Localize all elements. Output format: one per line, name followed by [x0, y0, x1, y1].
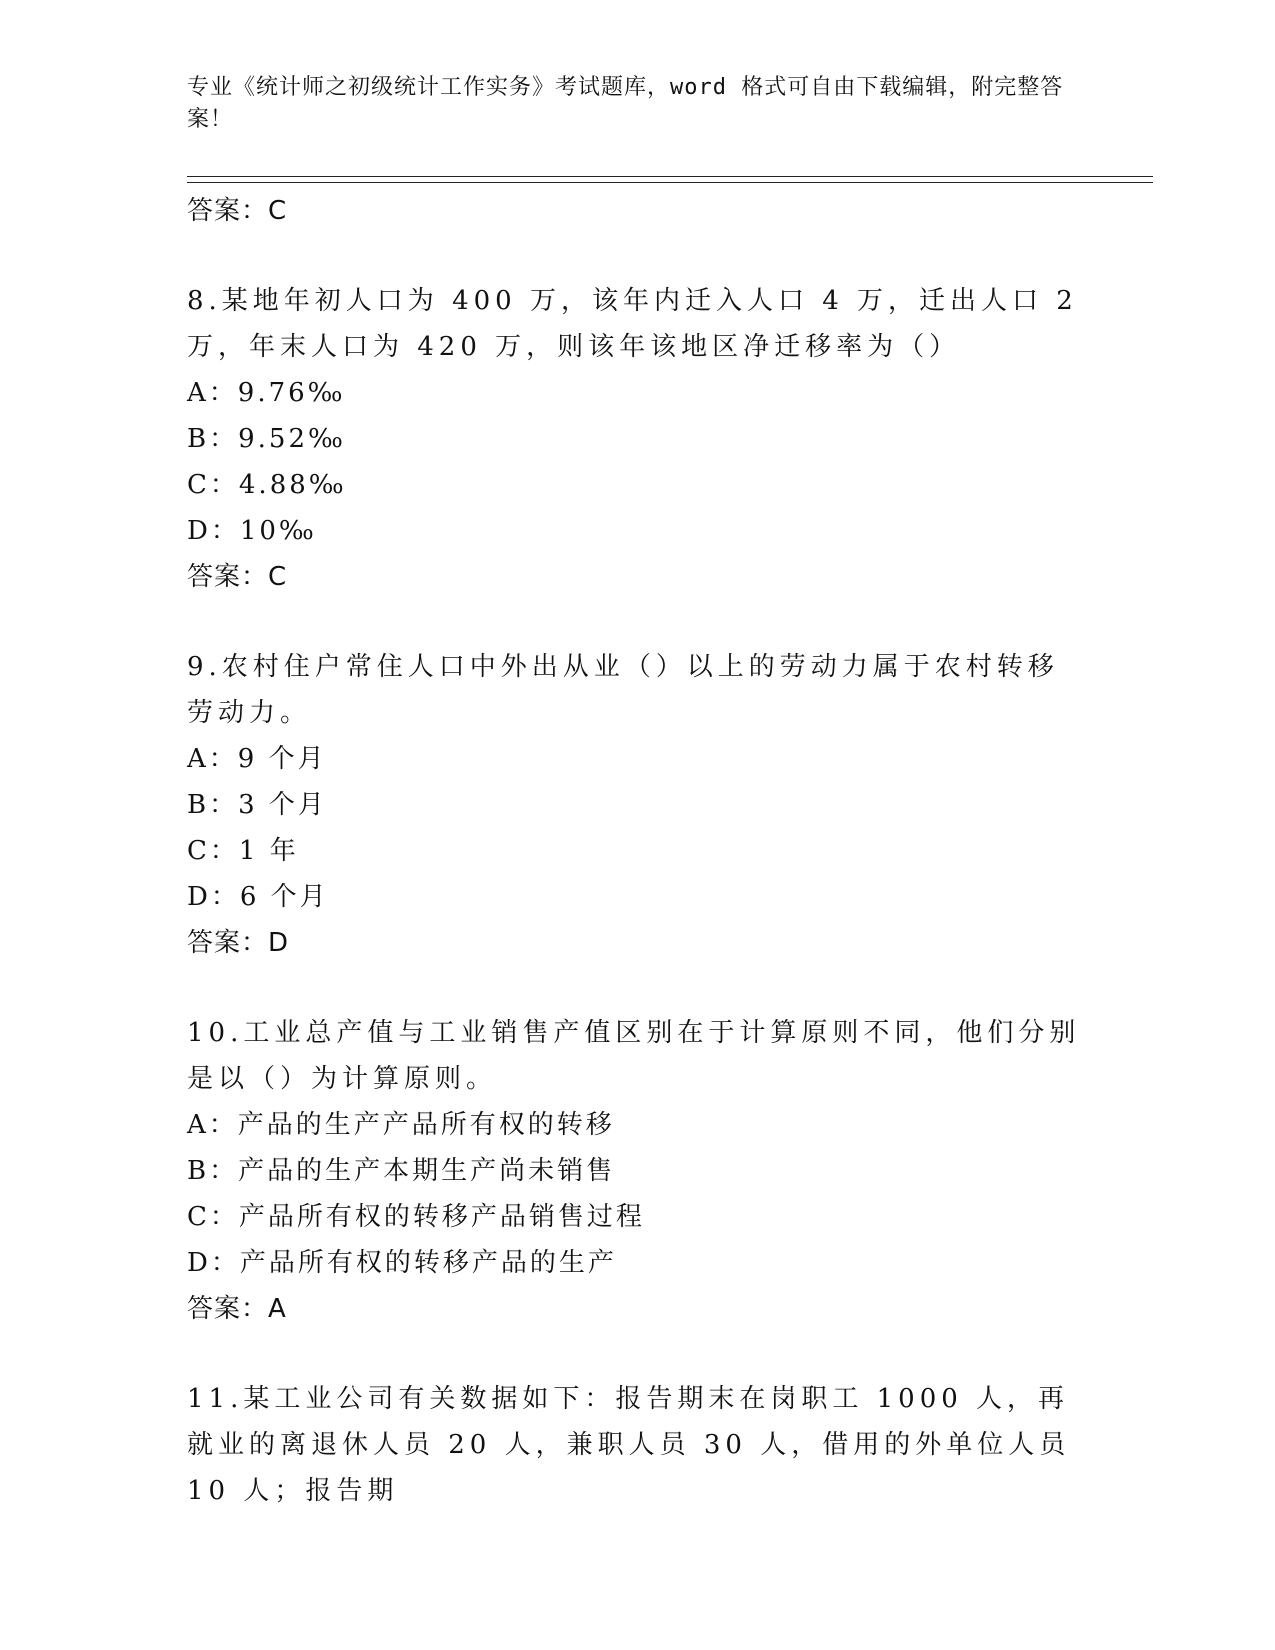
- question-10-option-d: D：产品所有权的转移产品的生产: [187, 1248, 617, 1278]
- question-8-text: 8.某地年初人口为 400 万，该年内迁入人口 4 万，迁出人口 2 万，年末人口为 420 万，则该年该地区净迁移率为（）: [187, 286, 1078, 362]
- spacer: [187, 1332, 1087, 1376]
- question-10-text: 10.工业总产值与工业销售产值区别在于计算原则不同，他们分别是以（）为计算原则。: [187, 1018, 1081, 1094]
- answer-line: 答案：C: [187, 196, 288, 226]
- question-11-text: 11.某工业公司有关数据如下：报告期末在岗职工 1000 人，再就业的离退休人员 20 人，兼职人员 30 人，借用的外单位人员 10 人；报告期: [187, 1384, 1071, 1506]
- spacer: [187, 600, 1087, 644]
- question-9-text: 9.农村住户常住人口中外出从业（）以上的劳动力属于农村转移劳动力。: [187, 652, 1059, 728]
- question-9-option-d: D：6 个月: [187, 882, 329, 912]
- question-9-answer: 答案：D: [187, 928, 290, 958]
- question-10-option-c: C：产品所有权的转移产品销售过程: [187, 1202, 645, 1232]
- question-10-answer: 答案：A: [187, 1294, 287, 1324]
- header-text: 专业《统计师之初级统计工作实务》考试题库，word 格式可自由下载编辑，附完整答案！: [187, 75, 1064, 132]
- spacer: [187, 966, 1087, 1010]
- question-8-option-c: C：4.88‰: [187, 470, 347, 500]
- question-9-option-a: A：9 个月: [187, 744, 327, 774]
- question-8-answer: 答案：C: [187, 562, 288, 592]
- question-8-option-a: A：9.76‰: [187, 378, 346, 408]
- header-rule-bottom: [187, 182, 1153, 183]
- spacer: [187, 234, 1087, 278]
- question-9-option-c: C：1 年: [187, 836, 299, 866]
- document-body: [187, 188, 1087, 1514]
- question-10-option-a: A：产品的生产产品所有权的转移: [187, 1110, 615, 1140]
- question-8-option-d: D：10‰: [187, 516, 317, 546]
- document-header: [187, 72, 1087, 136]
- question-10-option-b: B：产品的生产本期生产尚未销售: [187, 1156, 616, 1186]
- question-8-option-b: B：9.52‰: [187, 424, 346, 454]
- question-9-option-b: B：3 个月: [187, 790, 327, 820]
- header-rule-top: [187, 176, 1153, 177]
